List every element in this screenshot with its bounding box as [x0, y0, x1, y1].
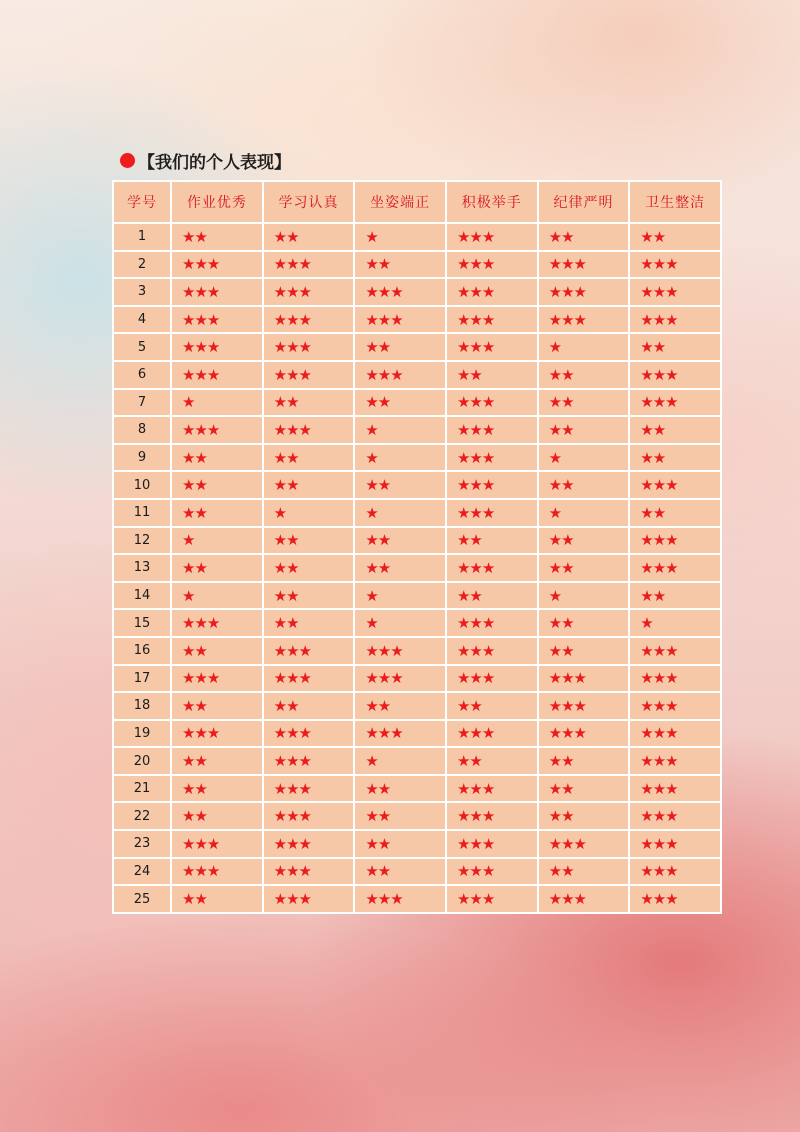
cell-diligence-rating: ★★★	[263, 333, 355, 361]
cell-diligence-rating: ★★★	[263, 885, 355, 913]
cell-discipline-rating: ★★	[538, 858, 630, 886]
cell-posture-rating: ★★	[354, 471, 446, 499]
cell-diligence-rating: ★★★	[263, 858, 355, 886]
cell-diligence-rating: ★★★	[263, 802, 355, 830]
cell-homework-rating: ★★★	[171, 278, 263, 306]
cell-posture-rating: ★★★	[354, 278, 446, 306]
cell-discipline-rating: ★★	[538, 609, 630, 637]
cell-discipline-rating: ★★	[538, 527, 630, 555]
cell-hygiene-rating: ★★★	[629, 554, 721, 582]
cell-participation-rating: ★★★	[446, 223, 538, 251]
cell-hygiene-rating: ★★★	[629, 637, 721, 665]
section-title: 【我们的个人表现】	[138, 153, 291, 173]
cell-discipline-rating: ★★★	[538, 692, 630, 720]
cell-hygiene-rating: ★★	[629, 499, 721, 527]
table-row	[113, 223, 721, 251]
cell-discipline-rating: ★★	[538, 554, 630, 582]
cell-participation-rating: ★★★	[446, 306, 538, 334]
cell-homework-rating: ★★	[171, 499, 263, 527]
table-row	[113, 637, 721, 665]
cell-homework-rating: ★★★	[171, 830, 263, 858]
cell-student-id: 16	[113, 637, 171, 665]
cell-student-id: 13	[113, 554, 171, 582]
cell-student-id: 5	[113, 333, 171, 361]
table-row	[113, 885, 721, 913]
cell-discipline-rating: ★★★	[538, 278, 630, 306]
cell-posture-rating: ★	[354, 609, 446, 637]
cell-hygiene-rating: ★★★	[629, 306, 721, 334]
table-row	[113, 554, 721, 582]
cell-discipline-rating: ★★	[538, 389, 630, 417]
cell-diligence-rating: ★★★	[263, 747, 355, 775]
cell-discipline-rating: ★★	[538, 361, 630, 389]
cell-student-id: 6	[113, 361, 171, 389]
cell-participation-rating: ★★	[446, 527, 538, 555]
cell-participation-rating: ★★★	[446, 665, 538, 693]
cell-student-id: 7	[113, 389, 171, 417]
cell-posture-rating: ★★	[354, 333, 446, 361]
cell-hygiene-rating: ★★★	[629, 775, 721, 803]
cell-diligence-rating: ★★★	[263, 361, 355, 389]
cell-diligence-rating: ★★★	[263, 637, 355, 665]
cell-diligence-rating: ★★★	[263, 306, 355, 334]
cell-homework-rating: ★★	[171, 885, 263, 913]
cell-discipline-rating: ★★★	[538, 665, 630, 693]
cell-hygiene-rating: ★★	[629, 444, 721, 472]
cell-diligence-rating: ★★	[263, 471, 355, 499]
cell-diligence-rating: ★★★	[263, 416, 355, 444]
table-row	[113, 692, 721, 720]
cell-hygiene-rating: ★★★	[629, 830, 721, 858]
table-row	[113, 251, 721, 279]
cell-homework-rating: ★★★	[171, 333, 263, 361]
header-student-id: 学号	[113, 181, 171, 223]
cell-hygiene-rating: ★★★	[629, 389, 721, 417]
cell-homework-rating: ★	[171, 389, 263, 417]
performance-table	[112, 180, 722, 914]
cell-participation-rating: ★★★	[446, 554, 538, 582]
cell-participation-rating: ★★	[446, 361, 538, 389]
cell-hygiene-rating: ★★★	[629, 692, 721, 720]
cell-hygiene-rating: ★★★	[629, 802, 721, 830]
cell-participation-rating: ★★★	[446, 278, 538, 306]
cell-participation-rating: ★★★	[446, 444, 538, 472]
header-homework: 作业优秀	[171, 181, 263, 223]
cell-posture-rating: ★★	[354, 554, 446, 582]
cell-diligence-rating: ★★★	[263, 665, 355, 693]
cell-hygiene-rating: ★★	[629, 223, 721, 251]
cell-posture-rating: ★★	[354, 692, 446, 720]
cell-participation-rating: ★★★	[446, 637, 538, 665]
cell-posture-rating: ★★	[354, 251, 446, 279]
cell-hygiene-rating: ★★★	[629, 527, 721, 555]
red-dot-icon	[120, 153, 135, 168]
table-row	[113, 389, 721, 417]
cell-discipline-rating: ★	[538, 499, 630, 527]
cell-diligence-rating: ★★★	[263, 775, 355, 803]
cell-student-id: 9	[113, 444, 171, 472]
cell-participation-rating: ★★★	[446, 499, 538, 527]
cell-participation-rating: ★★★	[446, 416, 538, 444]
cell-participation-rating: ★★★	[446, 885, 538, 913]
cell-homework-rating: ★★	[171, 747, 263, 775]
cell-hygiene-rating: ★★★	[629, 747, 721, 775]
cell-diligence-rating: ★★	[263, 389, 355, 417]
cell-posture-rating: ★	[354, 499, 446, 527]
cell-hygiene-rating: ★★	[629, 416, 721, 444]
cell-posture-rating: ★★★	[354, 720, 446, 748]
cell-discipline-rating: ★★	[538, 802, 630, 830]
cell-hygiene-rating: ★★★	[629, 471, 721, 499]
cell-homework-rating: ★★★	[171, 306, 263, 334]
cell-student-id: 4	[113, 306, 171, 334]
cell-homework-rating: ★★	[171, 444, 263, 472]
cell-participation-rating: ★★★	[446, 830, 538, 858]
cell-discipline-rating: ★★	[538, 471, 630, 499]
cell-participation-rating: ★★★	[446, 471, 538, 499]
header-diligence: 学习认真	[263, 181, 355, 223]
cell-homework-rating: ★★	[171, 775, 263, 803]
cell-discipline-rating: ★	[538, 582, 630, 610]
cell-discipline-rating: ★★	[538, 416, 630, 444]
cell-homework-rating: ★★	[171, 692, 263, 720]
cell-participation-rating: ★★★	[446, 858, 538, 886]
cell-diligence-rating: ★★	[263, 527, 355, 555]
table-row	[113, 830, 721, 858]
table-row	[113, 444, 721, 472]
cell-student-id: 10	[113, 471, 171, 499]
table-row	[113, 333, 721, 361]
cell-homework-rating: ★★★	[171, 361, 263, 389]
cell-homework-rating: ★★	[171, 223, 263, 251]
cell-participation-rating: ★★★	[446, 333, 538, 361]
cell-student-id: 12	[113, 527, 171, 555]
cell-student-id: 18	[113, 692, 171, 720]
table-row	[113, 278, 721, 306]
table-row	[113, 527, 721, 555]
table-row	[113, 471, 721, 499]
cell-homework-rating: ★★	[171, 802, 263, 830]
cell-homework-rating: ★★	[171, 637, 263, 665]
cell-posture-rating: ★★★	[354, 637, 446, 665]
cell-posture-rating: ★★	[354, 389, 446, 417]
table-row	[113, 747, 721, 775]
table-row	[113, 361, 721, 389]
cell-student-id: 1	[113, 223, 171, 251]
cell-student-id: 25	[113, 885, 171, 913]
cell-posture-rating: ★★★	[354, 885, 446, 913]
cell-posture-rating: ★★★	[354, 361, 446, 389]
cell-student-id: 14	[113, 582, 171, 610]
table-row	[113, 582, 721, 610]
cell-posture-rating: ★	[354, 223, 446, 251]
cell-discipline-rating: ★★★	[538, 830, 630, 858]
section-heading	[120, 148, 291, 173]
cell-student-id: 8	[113, 416, 171, 444]
cell-posture-rating: ★★	[354, 527, 446, 555]
cell-student-id: 21	[113, 775, 171, 803]
cell-diligence-rating: ★★	[263, 444, 355, 472]
cell-hygiene-rating: ★★★	[629, 720, 721, 748]
cell-homework-rating: ★★★	[171, 858, 263, 886]
cell-diligence-rating: ★★	[263, 223, 355, 251]
header-hygiene: 卫生整洁	[629, 181, 721, 223]
cell-posture-rating: ★	[354, 747, 446, 775]
cell-homework-rating: ★★★	[171, 251, 263, 279]
cell-participation-rating: ★★	[446, 747, 538, 775]
cell-homework-rating: ★★	[171, 471, 263, 499]
header-participation: 积极举手	[446, 181, 538, 223]
cell-discipline-rating: ★★★	[538, 306, 630, 334]
cell-student-id: 24	[113, 858, 171, 886]
cell-participation-rating: ★★★	[446, 720, 538, 748]
cell-posture-rating: ★★	[354, 830, 446, 858]
cell-diligence-rating: ★★★	[263, 251, 355, 279]
cell-posture-rating: ★	[354, 582, 446, 610]
header-discipline: 纪律严明	[538, 181, 630, 223]
table-row	[113, 802, 721, 830]
cell-student-id: 19	[113, 720, 171, 748]
cell-discipline-rating: ★★	[538, 775, 630, 803]
cell-homework-rating: ★★★	[171, 720, 263, 748]
cell-participation-rating: ★★★	[446, 389, 538, 417]
cell-discipline-rating: ★	[538, 444, 630, 472]
cell-participation-rating: ★★★	[446, 775, 538, 803]
cell-posture-rating: ★	[354, 416, 446, 444]
cell-discipline-rating: ★★★	[538, 885, 630, 913]
table-row	[113, 720, 721, 748]
cell-participation-rating: ★★★	[446, 802, 538, 830]
table-row	[113, 775, 721, 803]
cell-discipline-rating: ★★	[538, 637, 630, 665]
table-row	[113, 416, 721, 444]
cell-diligence-rating: ★★	[263, 582, 355, 610]
cell-diligence-rating: ★	[263, 499, 355, 527]
table-row	[113, 665, 721, 693]
cell-student-id: 15	[113, 609, 171, 637]
cell-posture-rating: ★★★	[354, 306, 446, 334]
cell-discipline-rating: ★★	[538, 747, 630, 775]
cell-homework-rating: ★★★	[171, 416, 263, 444]
cell-hygiene-rating: ★★★	[629, 361, 721, 389]
cell-discipline-rating: ★★	[538, 223, 630, 251]
cell-hygiene-rating: ★★★	[629, 665, 721, 693]
cell-hygiene-rating: ★★★	[629, 858, 721, 886]
cell-diligence-rating: ★★	[263, 554, 355, 582]
cell-participation-rating: ★★★	[446, 609, 538, 637]
cell-student-id: 23	[113, 830, 171, 858]
cell-posture-rating: ★★★	[354, 665, 446, 693]
cell-participation-rating: ★★	[446, 582, 538, 610]
cell-diligence-rating: ★★★	[263, 830, 355, 858]
cell-posture-rating: ★★	[354, 802, 446, 830]
cell-student-id: 20	[113, 747, 171, 775]
cell-hygiene-rating: ★★	[629, 582, 721, 610]
cell-homework-rating: ★	[171, 582, 263, 610]
cell-posture-rating: ★★	[354, 858, 446, 886]
cell-homework-rating: ★★★	[171, 665, 263, 693]
cell-diligence-rating: ★★★	[263, 278, 355, 306]
cell-diligence-rating: ★★★	[263, 720, 355, 748]
cell-hygiene-rating: ★★★	[629, 278, 721, 306]
table-row	[113, 609, 721, 637]
cell-hygiene-rating: ★★★	[629, 251, 721, 279]
cell-posture-rating: ★	[354, 444, 446, 472]
cell-student-id: 3	[113, 278, 171, 306]
cell-homework-rating: ★★	[171, 554, 263, 582]
table-row	[113, 499, 721, 527]
table-row	[113, 858, 721, 886]
cell-participation-rating: ★★	[446, 692, 538, 720]
header-posture: 坐姿端正	[354, 181, 446, 223]
cell-diligence-rating: ★★	[263, 609, 355, 637]
cell-student-id: 2	[113, 251, 171, 279]
table-header-row	[113, 181, 721, 223]
cell-discipline-rating: ★	[538, 333, 630, 361]
cell-diligence-rating: ★★	[263, 692, 355, 720]
cell-discipline-rating: ★★★	[538, 720, 630, 748]
cell-homework-rating: ★★★	[171, 609, 263, 637]
cell-homework-rating: ★	[171, 527, 263, 555]
cell-student-id: 17	[113, 665, 171, 693]
cell-hygiene-rating: ★★★	[629, 885, 721, 913]
cell-student-id: 22	[113, 802, 171, 830]
table-row	[113, 306, 721, 334]
cell-hygiene-rating: ★	[629, 609, 721, 637]
cell-discipline-rating: ★★★	[538, 251, 630, 279]
cell-posture-rating: ★★	[354, 775, 446, 803]
cell-hygiene-rating: ★★	[629, 333, 721, 361]
cell-student-id: 11	[113, 499, 171, 527]
cell-participation-rating: ★★★	[446, 251, 538, 279]
